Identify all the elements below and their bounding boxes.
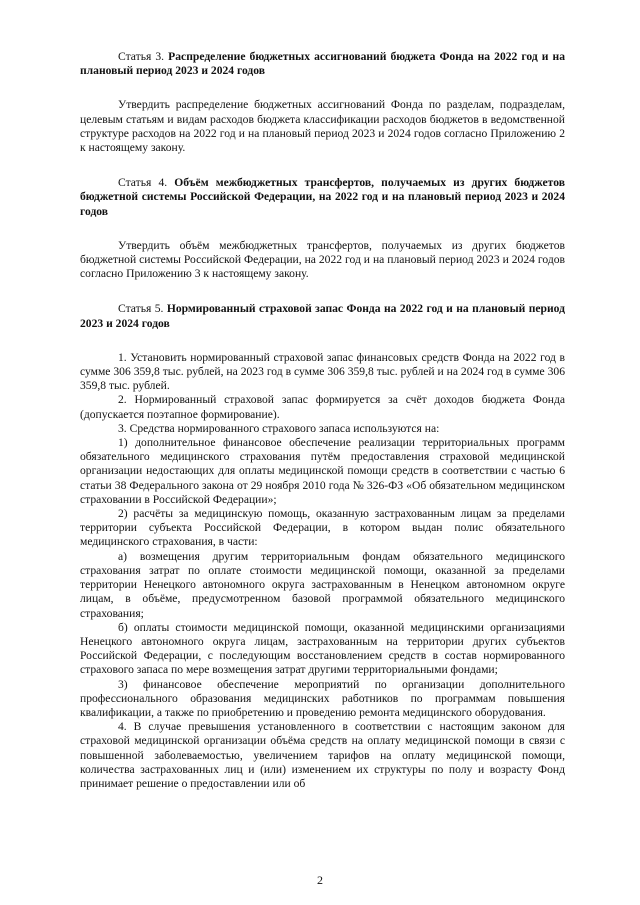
page-number: 2 [317, 873, 323, 887]
article-3 [80, 50, 565, 155]
article-4-paragraph-1: Утвердить объём межбюджетных трансфертов, получаемых из других бюджетов бюджетной системы Российской Федерации, на 2022 год и на плановый период 2023 и 2024 годов согласно Приложению 3 к настоящему закону. [80, 238, 565, 281]
article-5-paragraph-1: 1. Установить нормированный страховой запас финансовых средств Фонда на 2022 год в сумме 306 359,8 тыс. рублей, на 2023 год в сумме 306 359,8 тыс. рублей и на 2024 год в сумме 306 359,8 тыс. рублей. [80, 350, 565, 393]
article-3-heading [80, 50, 565, 78]
article-5-heading [80, 302, 565, 330]
article-3-paragraph-1: Утвердить распределение бюджетных ассигнований Фонда по разделам, подразделам, целевым статьям и видам расходов бюджета классификации расходов бюджетов в ведомственной структуре расходов на 2022 год и на плановый период 2023 и 2024 годов согласно Приложению 2 к настоящему закону. [80, 98, 565, 155]
article-5-paragraph-2: 2. Нормированный страховой запас формируется за счёт доходов бюджета Фонда (допускается поэтапное формирование). [80, 393, 565, 421]
article-3-title: Распределение бюджетных ассигнований бюджета Фонда на 2022 год и на плановый период 2023 и 2024 годов [80, 50, 566, 78]
article-5-paragraph-6: а) возмещения другим территориальным фондам обязательного медицинского страхования затрат по оплате стоимости медицинской помощи, оказанной за пределами территории Ненецкого автономного округа застрахованным в Ненецком автономном округе лицам, в объёме, предусмотренном базовой программой обязательного медицинского страхования; [80, 549, 565, 620]
article-4-heading [80, 176, 565, 219]
article-5-title: Нормированный страховой запас Фонда на 2022 год и на плановый период 2023 и 2024 годов [80, 302, 565, 330]
article-5-paragraph-9: 4. В случае превышения установленного в соответствии с настоящим законом для страховой медицинской организации объёма средств на оплату медицинской помощи в связи с повышенной заболеваемостью, увеличением тарифов на оплату медицинской помощи, количества застрахованных лиц и (или) изменением их структуры по полу и возрасту Фонд принимает решение о предоставлении или об [80, 720, 565, 790]
article-5-paragraph-3: 3. Средства нормированного страхового запаса используются на: [118, 421, 440, 435]
document-page [80, 50, 565, 791]
article-4-number: Статья 4. [118, 176, 168, 190]
article-4-title: Объём межбюджетных трансфертов, получаемых из других бюджетов бюджетной системы Российской Федерации, на 2022 год и на плановый период 2023 и 2024 годов [80, 176, 565, 218]
article-5-paragraph-4: 1) дополнительное финансовое обеспечение реализации территориальных программ обязательного медицинского страхования путём предоставления страховой медицинской организации недостающих для оплаты медицинской помощи средств в соответствии с частью 6 статьи 38 Федерального закона от 29 ноября 2010 года № 326-ФЗ «Об обязательном медицинском страховании в Российской Федерации»; [80, 436, 565, 506]
article-5-paragraph-5: 2) расчёты за медицинскую помощь, оказанную застрахованным лицам за пределами территории субъекта Российской Федерации, в котором выдан полис обязательного медицинского страхования, в части: [80, 507, 565, 549]
article-5-number: Статья 5. [118, 302, 164, 316]
article-5 [80, 302, 565, 791]
article-4 [80, 176, 565, 281]
article-5-paragraph-8: 3) финансовое обеспечение мероприятий по организации дополнительного профессионального образования медицинских работников по программам повышения квалификации, а также по приобретению и проведению ремонта медицинского оборудования. [80, 677, 565, 719]
article-5-paragraph-7: б) оплаты стоимости медицинской помощи, оказанной медицинскими организациями Ненецкого автономного округа лицам, застрахованным на территории других субъектов Российской Федерации, с последующим восстановлением средств в состав нормированного страхового запаса по мере возмещения затрат другими территориальными фондами; [80, 620, 565, 677]
article-3-number: Статья 3. [118, 50, 165, 63]
